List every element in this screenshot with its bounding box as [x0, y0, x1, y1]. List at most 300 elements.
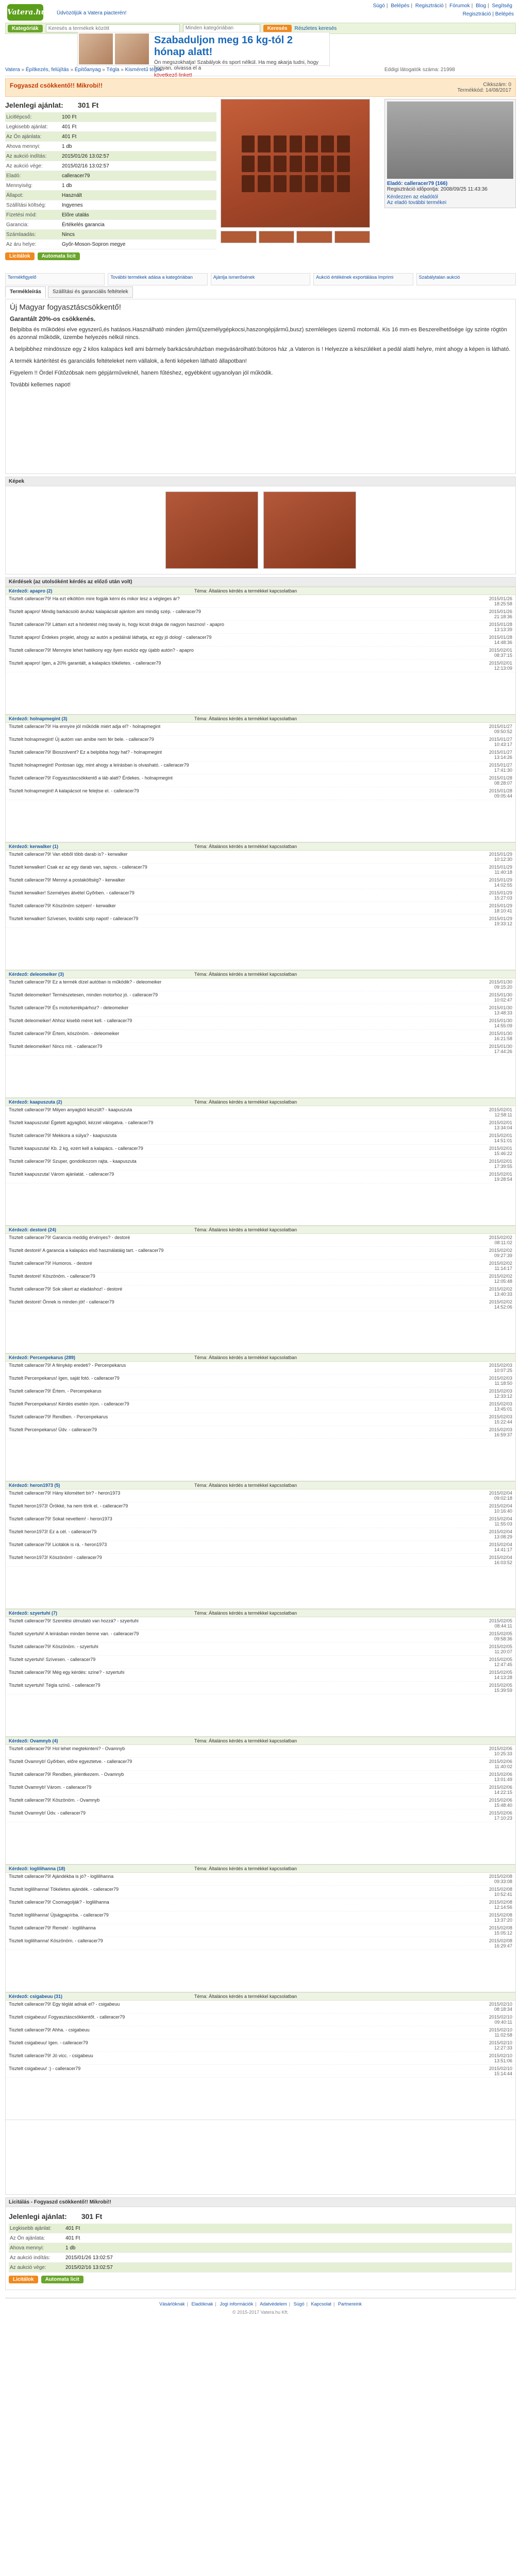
product-photo[interactable] [165, 492, 258, 569]
detail-row [9, 2243, 512, 2253]
detail-value: Értékelés garancia [62, 222, 105, 228]
message [6, 991, 515, 1004]
message-date: 2015/02/04 14:41:17 [489, 1542, 512, 1552]
message-text: Tisztelt calleracer79! Ahha. - csigabeuu [9, 2027, 90, 2032]
thread-header [6, 1992, 515, 2001]
detail-row [5, 200, 216, 210]
thumbnails [221, 231, 370, 243]
message-date: 2015/01/27 09:50:52 [489, 724, 512, 734]
question-thread [6, 1353, 515, 1481]
search-input[interactable] [46, 24, 180, 32]
action-links [5, 273, 516, 285]
message [6, 1387, 515, 1400]
asker-name[interactable]: Kérdező: kerwalker (1) [9, 844, 59, 849]
item-date: Termékkód: 14/08/2017 [457, 88, 511, 93]
top-link[interactable]: Segítség [492, 3, 512, 9]
message [6, 2001, 515, 2013]
footer: Vásárlóknak | Eladóknak | Jogi információk | Adatvédelem | Súgó | Kapcsolat | Partnereink © 2015-2017 Vatera.hu Kft. [5, 2298, 516, 2329]
message [6, 1502, 515, 1515]
message [6, 889, 515, 902]
breadcrumb-item[interactable]: Tégla [106, 67, 120, 73]
seller-name[interactable]: Eladó: calleracer79 (166) [387, 181, 448, 187]
top-link[interactable]: Blog [476, 3, 486, 9]
message-date: 2015/02/04 13:08:29 [489, 1529, 512, 1539]
message-date: 2015/01/30 09:15:20 [489, 979, 512, 990]
page-title: Fogyaszd csökkentő!! Mikrobi!! [10, 82, 103, 89]
message-text: Tisztelt loglilihanna! Köszönöm. - calleracer79 [9, 1938, 103, 1943]
thread-topic: Téma: Általános kérdés a termékkel kapcsolatban [194, 1355, 297, 1360]
price-label: Jelenlegi ajánlat: [9, 2212, 67, 2221]
detail-label: Az aukció vége: [10, 2264, 46, 2270]
detail-value: 401 Ft [65, 2235, 80, 2241]
message-text: Tisztelt calleracer79! Ez a termék dízel autóban is működik? - deleomeiker [9, 979, 162, 985]
asker-name[interactable]: Kérdező: loglilihanna (18) [9, 1866, 65, 1871]
message [6, 1899, 515, 1911]
footer-link[interactable]: Kapcsolat [311, 2301, 332, 2307]
detail-row [5, 210, 216, 220]
thread-header [6, 715, 515, 723]
message-text: Tisztelt csigabeuu! :) - calleracer79 [9, 2066, 81, 2071]
breadcrumb-item[interactable]: Vatera [5, 67, 20, 73]
message [6, 595, 515, 608]
message-text: Tisztelt calleracer79! Csomagolják? - loglilihanna [9, 1900, 109, 1905]
detail-row [5, 171, 216, 181]
autobid-button[interactable]: Automata licit [38, 252, 80, 260]
thread-topic: Téma: Általános kérdés a termékkel kapcsolatban [194, 588, 297, 594]
description-paragraph: Figyelem !! Ördel Fűtőzóbsak nem gépjárműveknél, hanem fűtéshez, egyébként ugyanolyan jól működik. [10, 370, 273, 376]
message-text: Tisztelt calleracer79! Sokat nevettem! - heron1973 [9, 1516, 112, 1521]
message-text: Tisztelt calleracer79! Ajándékba is jó? - loglilihanna [9, 1874, 114, 1879]
message-text: Tisztelt calleracer79! Ha ennyire jól működik miért adja el? - holnapmegint [9, 724, 161, 729]
thumbnail[interactable] [221, 231, 257, 243]
message [6, 1937, 515, 1950]
message-text: Tisztelt Percenpekarus! Üdv. - calleracer79 [9, 1427, 97, 1432]
action-link[interactable]: Ajánlja ismerősének [211, 273, 310, 285]
message [6, 2052, 515, 2065]
question-thread [6, 1226, 515, 1353]
detail-label: Mennyiség: [6, 182, 33, 189]
message-text: Tisztelt calleracer79! Sok sikert az eladáshoz! - destoré [9, 1286, 123, 1292]
ad-subtext: Ön megszokhatja! Szabályok és sport nélkül. Ha meg akarja tudni, hogy hogyan, olvassa el a [154, 60, 319, 71]
message [6, 1809, 515, 1822]
detail-value: 2015/01/26 13:02:57 [62, 153, 109, 159]
message-text: Tisztelt loglilihanna! Tökéletes ajándék. - calleracer79 [9, 1887, 119, 1892]
message-text: Tisztelt calleracer79! Szuper, gondolkozom rajta. - kaapuszuta [9, 1159, 137, 1164]
breadcrumb-item[interactable]: Építkezés, felújítás [25, 67, 69, 73]
question-thread [6, 970, 515, 1098]
message-date: 2015/02/08 16:29:47 [489, 1938, 512, 1948]
message-text: Tisztelt destoré! Köszönöm. - calleracer79 [9, 1274, 95, 1279]
detail-row [5, 122, 216, 132]
message-date: 2015/02/03 16:59:37 [489, 1427, 512, 1437]
message [6, 749, 515, 761]
detail-value: 100 Ft [62, 114, 77, 120]
questions-section [5, 577, 516, 2195]
message [6, 863, 515, 876]
message [6, 1043, 515, 1056]
message-date: 2015/02/05 09:58:36 [489, 1631, 512, 1641]
asker-name[interactable]: Kérdező: kaapuszuta (2) [9, 1099, 62, 1105]
message [6, 1413, 515, 1426]
message-date: 2015/02/01 17:39:55 [489, 1159, 512, 1169]
detail-value: 401 Ft [62, 133, 77, 140]
footer-link[interactable]: Jogi információk [220, 2301, 254, 2307]
message [6, 787, 515, 800]
thread-header [6, 842, 515, 851]
detail-value: calleracer79 [62, 173, 90, 179]
asker-name[interactable]: Kérdező: csigabeuu (31) [9, 1994, 63, 1999]
message-text: Tisztelt csigabeuu! Fogyasztáscsökkentőt. - calleracer79 [9, 2014, 125, 2020]
detail-label: Az Ön ajánlata: [10, 2235, 45, 2241]
message [6, 2026, 515, 2039]
message-date: 2015/01/27 17:41:30 [489, 762, 512, 773]
ad-images [78, 32, 150, 65]
thread-topic: Téma: Általános kérdés a termékkel kapcsolatban [194, 844, 297, 849]
message-date: 2015/02/10 13:51:06 [489, 2053, 512, 2063]
message-date: 2015/02/06 13:01:49 [489, 1772, 512, 1782]
message-text: Tisztelt heron1973! Köszönöm! - calleracer79 [9, 1555, 102, 1560]
message [6, 1298, 515, 1311]
message [6, 1145, 515, 1158]
message [6, 1541, 515, 1554]
message-text: Tisztelt calleracer79! Hol lehet megtekinteni? - Ovamnyb [9, 1746, 125, 1751]
message [6, 761, 515, 774]
thread-header [6, 1226, 515, 1234]
message-text: Tisztelt apapro! Érdekes projekt, ahogy az autón a pedálnál láthatja, ez egy jó dolog! - calleracer79 [9, 635, 212, 640]
thumbnail[interactable] [334, 231, 371, 243]
message-text: Tisztelt Percenpekarus! Kérdés esetén írjon. - calleracer79 [9, 1401, 129, 1406]
tab-shipping[interactable]: Szállítási és garanciális feltételek [48, 286, 133, 298]
message-text: Tisztelt calleracer79! Milyen anyagból készült? - kaapuszuta [9, 1107, 132, 1112]
detail-label: Az aukció indítás: [6, 153, 47, 159]
message [6, 1375, 515, 1387]
welcome-text [57, 10, 130, 16]
message [6, 876, 515, 889]
detail-value: 401 Ft [62, 124, 77, 130]
message-date: 2015/02/02 14:52:06 [489, 1299, 512, 1310]
message-text: Tisztelt calleracer79! Értem. - Percenpekarus [9, 1388, 102, 1394]
seller-since: Regisztráció időpontja: 2008/09/25 11:43:36 [387, 187, 488, 192]
message [6, 634, 515, 647]
description-paragraph: A belpibbhez mindössze egy 2 kilos kalapács kell ami bármely barkácsáruházban megvásárolható:bútoros ház ,a Vateron is ! Helyezze a készüléket a pedál alatti helyre, mint ahogy a képen is látható. [10, 346, 511, 352]
tab-description[interactable]: Termékleírás [5, 286, 46, 298]
detail-row [5, 151, 216, 161]
message-date: 2015/01/30 16:21:58 [489, 1031, 512, 1041]
action-link[interactable]: Aukció értékének exportálása Imprimi [313, 273, 413, 285]
detail-value: 2015/02/16 13:02:57 [62, 163, 109, 169]
message-date: 2015/01/26 18:25:58 [489, 596, 512, 606]
action-link[interactable]: Szabálytalan aukció [416, 273, 516, 285]
description-subtitle: Garantált 20%-os csökkenés. [10, 315, 96, 323]
message-date: 2015/02/10 11:02:58 [489, 2027, 512, 2038]
message [6, 1924, 515, 1937]
detail-label: Ahova mennyi: [10, 2245, 44, 2251]
message-text: Tisztelt calleracer79! Garancia meddig érvényes? - destoré [9, 1235, 130, 1240]
bid-button[interactable]: Licitálok [9, 2276, 38, 2283]
message-date: 2015/02/04 11:55:03 [489, 1516, 512, 1527]
message-date: 2015/02/01 13:34:04 [489, 1120, 512, 1130]
thumbnail[interactable] [296, 231, 332, 243]
message [6, 1617, 515, 1630]
message-date: 2015/02/02 13:40:33 [489, 1286, 512, 1297]
asker-name[interactable]: Kérdező: heron1973 (5) [9, 1483, 60, 1488]
detail-label: Legkisebb ajánlat: [10, 2225, 52, 2231]
asker-name[interactable]: Kérdező: Ovamnyb (4) [9, 1738, 58, 1743]
bid-summary-title: Licitálás - Fogyaszd csökkentő!! Mikrobi!! [6, 2198, 515, 2207]
message [6, 1426, 515, 1439]
message-date: 2015/02/03 15:22:44 [489, 1414, 512, 1425]
message-date: 2015/02/10 12:27:33 [489, 2040, 512, 2050]
message [6, 1656, 515, 1669]
ad-image [79, 33, 113, 64]
message [6, 1119, 515, 1132]
message [6, 1132, 515, 1145]
product-box [5, 99, 516, 284]
thread-topic: Téma: Általános kérdés a termékkel kapcsolatban [194, 1483, 297, 1488]
message [6, 2013, 515, 2026]
copyright: © 2015-2017 Vatera.hu Kft. [232, 2310, 289, 2315]
footer-link[interactable]: Eladóknak [191, 2301, 213, 2307]
message [6, 608, 515, 621]
message-text: Tisztelt destoré! A garancia a kalapács első használatáig tart. - calleracer79 [9, 1248, 164, 1253]
question-thread [6, 1609, 515, 1737]
footer-link[interactable]: Partnereink [338, 2301, 362, 2307]
message [6, 1489, 515, 1502]
visitor-count: Eddigi látogatók száma: 21998 [384, 67, 455, 73]
detail-label: Eladó: [6, 173, 21, 179]
bid-summary [5, 2197, 516, 2290]
bid-button[interactable]: Licitálok [5, 252, 35, 260]
message [6, 621, 515, 634]
categories-button[interactable]: Kategóriák [8, 25, 43, 32]
message-date: 2015/02/08 09:33:08 [489, 1874, 512, 1884]
message-text: Tisztelt destoré! Önnek is minden jót! - calleracer79 [9, 1299, 114, 1304]
message [6, 659, 515, 672]
message-text: Tisztelt calleracer79! Fogyasztáscsökkentő a láb alatt? Érdekes. - holnapmegint [9, 775, 173, 781]
message-date: 2015/02/01 12:58:11 [489, 1107, 512, 1117]
message-date: 2015/02/01 14:51:01 [489, 1133, 512, 1143]
message [6, 978, 515, 991]
message [6, 1004, 515, 1017]
message-date: 2015/02/04 10:16:40 [489, 1503, 512, 1514]
detail-label: Szállítási költség: [6, 202, 46, 208]
message-text: Tisztelt calleracer79! Köszönöm szépen! - kerwalker [9, 903, 116, 908]
message-text: Tisztelt loglilihanna! Újságpapírba. - calleracer79 [9, 1912, 109, 1918]
message-text: Tisztelt kerwalker! Szívesen, további szép napot! - calleracer79 [9, 916, 139, 921]
message-date: 2015/02/05 12:47:45 [489, 1657, 512, 1667]
detail-value: 1 db [62, 143, 72, 149]
question-thread [6, 1992, 515, 2120]
message [6, 851, 515, 863]
product-image[interactable] [221, 99, 370, 228]
detail-value: Használt [62, 192, 82, 198]
asker-name[interactable]: Kérdező: apapro (2) [9, 588, 53, 594]
message [6, 1515, 515, 1528]
footer-link[interactable]: Adatvédelem [260, 2301, 287, 2307]
top-link[interactable]: Regisztráció [415, 3, 444, 9]
message-text: Tisztelt calleracer79! Licitálok is rá. - heron1973 [9, 1542, 107, 1547]
logo[interactable]: Vatera.hu [7, 4, 43, 21]
thumbnail[interactable] [259, 231, 295, 243]
message-text: Tisztelt Ovamnyb! Üdv. - calleracer79 [9, 1810, 86, 1816]
message-date: 2015/02/08 12:14:56 [489, 1900, 512, 1910]
message-date: 2015/02/02 12:05:48 [489, 1274, 512, 1284]
question-thread [6, 1865, 515, 1992]
message-text: Tisztelt heron1973! Ez a cél. - calleracer79 [9, 1529, 97, 1534]
pictures-header: Képek [6, 477, 515, 486]
message-date: 2015/01/30 17:44:26 [489, 1044, 512, 1054]
breadcrumb-item[interactable]: Építőanyag [74, 67, 101, 73]
thread-topic: Téma: Általános kérdés a termékkel kapcsolatban [194, 1611, 297, 1616]
message-date: 2015/02/08 10:52:41 [489, 1887, 512, 1897]
action-link[interactable]: További termékek adása a kategóriában [108, 273, 207, 285]
ad-headline: Szabaduljon meg 16 kg-tól 2 hónap alatt! [154, 35, 293, 58]
message-date: 2015/01/28 09:05:44 [489, 788, 512, 799]
message-date: 2015/02/04 16:03:52 [489, 1555, 512, 1565]
message-date: 2015/02/05 15:39:59 [489, 1683, 512, 1693]
top-link[interactable]: Súgó [373, 3, 385, 9]
action-link[interactable]: Termékfigyelő [5, 273, 105, 285]
message [6, 647, 515, 659]
asker-name[interactable]: Kérdező: Percenpekarus (289) [9, 1355, 76, 1360]
message-text: Tisztelt kerwalker! Csak ez az egy darab van, sajnos. - calleracer79 [9, 865, 147, 870]
message [6, 1797, 515, 1809]
message-date: 2015/02/05 08:44:11 [489, 1618, 512, 1629]
message [6, 1260, 515, 1273]
ad-link[interactable]: következő linket! [154, 73, 192, 78]
product-details [5, 99, 216, 260]
detail-value: Előre utalás [62, 212, 89, 218]
message-text: Tisztelt deleomeiker! Ahhoz kisebb méret kell. - calleracer79 [9, 1018, 132, 1023]
message-text: Tisztelt calleracer79! Ha ezt elköltöm mire fogják kérni és mikor lesz a végleges ár? [9, 596, 180, 601]
product-photo[interactable] [263, 492, 356, 569]
message-date: 2015/01/29 10:12:30 [489, 852, 512, 862]
detail-value: Nincs [62, 231, 75, 238]
seller-items-link[interactable]: Az eladó további termékei [387, 200, 447, 206]
price-value: 301 Ft [77, 101, 99, 109]
message-text: Tisztelt calleracer79! Van ebből több darab is? - kerwalker [9, 852, 128, 857]
ad-image [115, 33, 149, 64]
thread-topic: Téma: Általános kérdés a termékkel kapcsolatban [194, 1227, 297, 1232]
ask-seller-link[interactable]: Kérdezzen az eladótól [387, 194, 438, 200]
message-text: Tisztelt deleomeiker! Nincs mit. - calleracer79 [9, 1044, 103, 1049]
message-date: 2015/02/02 08:11:02 [489, 1235, 512, 1245]
message-text: Tisztelt calleracer79! Rendben, jelentkezem. - Ovamnyb [9, 1772, 124, 1777]
detail-row [5, 181, 216, 191]
message-date: 2015/02/03 10:07:25 [489, 1363, 512, 1373]
message [6, 1158, 515, 1171]
detail-row [5, 142, 216, 151]
asker-name[interactable]: Kérdező: deleomeiker (3) [9, 972, 64, 977]
detail-row [9, 2224, 512, 2233]
detail-label: Az áru helye: [6, 241, 37, 247]
message-date: 2015/02/10 08:18:34 [489, 2002, 512, 2012]
detail-row [5, 240, 216, 249]
detail-label: Az aukció vége: [6, 163, 43, 169]
item-id: Cikkszám: 0 [483, 82, 511, 88]
message-text: Tisztelt deleomeiker! Természetesen, minden motorhoz jó. - calleracer79 [9, 992, 158, 997]
detail-row [9, 2253, 512, 2263]
detail-value: Ingyenes [62, 202, 83, 208]
message-text: Tisztelt szyertuhi! A leírásban minden benne van. - calleracer79 [9, 1631, 139, 1636]
message [6, 1400, 515, 1413]
message-date: 2015/01/29 14:02:55 [489, 877, 512, 888]
search-button[interactable]: Keresés [263, 25, 292, 32]
message [6, 1234, 515, 1247]
top-link[interactable]: Fórumok [449, 3, 470, 9]
top-link[interactable]: Belépés [391, 3, 410, 9]
message-text: Tisztelt calleracer79! Láttam ezt a hirdetést még tavaly is, hogy kicsit drága de nagyon hasznos! - apapro [9, 622, 224, 627]
footer-link[interactable]: Vásárlóknak [159, 2301, 185, 2307]
thread-topic: Téma: Általános kérdés a termékkel kapcsolatban [194, 1866, 297, 1871]
autobid-button[interactable]: Automata licit [41, 2276, 83, 2283]
message-text: Tisztelt kaapuszuta! Várom ajánlatát. - calleracer79 [9, 1172, 114, 1177]
message-date: 2015/02/05 11:20:07 [489, 1644, 512, 1654]
message [6, 1247, 515, 1260]
message-date: 2015/01/29 18:10:41 [489, 903, 512, 913]
message-text: Tisztelt calleracer79! Köszönöm. - szyertuhi [9, 1644, 98, 1649]
user-box[interactable]: Regisztráció | Belépés [462, 11, 514, 17]
message-text: Tisztelt holnapmegint! Pontosan úgy, mint ahogy a leírásban is olvasható. - calleracer79 [9, 762, 189, 768]
question-thread [6, 1737, 515, 1865]
message [6, 1554, 515, 1567]
price-label: Jelenlegi ajánlat: [5, 101, 63, 109]
question-thread [6, 715, 515, 842]
message-text: Tisztelt Ovamnyb! Győrben, előre egyeztetve. - calleracer79 [9, 1759, 132, 1764]
breadcrumb-item[interactable]: Kisméretű tégla [125, 67, 161, 73]
message-text: Tisztelt csigabeuu! Igen. - calleracer79 [9, 2040, 88, 2045]
asker-name[interactable]: Kérdező: destoré (24) [9, 1227, 57, 1232]
message [6, 1745, 515, 1758]
message-text: Tisztelt szyertuhi! Tégla színű. - calleracer79 [9, 1683, 100, 1688]
message-date: 2015/01/29 19:33:12 [489, 916, 512, 926]
detail-row [5, 112, 216, 122]
detail-row [5, 132, 216, 142]
message [6, 1630, 515, 1643]
search-scope-select[interactable]: Minden kategóriában [183, 24, 260, 32]
asker-name[interactable]: Kérdező: holnapmegint (3) [9, 716, 68, 721]
price-value: 301 Ft [81, 2212, 103, 2221]
message-text: Tisztelt kaapuszuta! Égetett agyagból, kézzel válogatva. - calleracer79 [9, 1120, 154, 1125]
advanced-search-link[interactable]: Részletes keresés [294, 25, 337, 31]
thread-topic: Téma: Általános kérdés a termékkel kapcsolatban [194, 972, 297, 977]
message [6, 902, 515, 915]
message [6, 1285, 515, 1298]
message-date: 2015/01/26 21:18:36 [489, 609, 512, 619]
ad-image[interactable] [387, 101, 513, 179]
message-date: 2015/02/06 15:48:40 [489, 1798, 512, 1808]
message-date: 2015/01/29 11:40:18 [489, 865, 512, 875]
asker-name[interactable]: Kérdező: szyertuhi (7) [9, 1611, 58, 1616]
message-date: 2015/02/10 15:14:44 [489, 2066, 512, 2076]
tab-bar [5, 286, 516, 298]
message [6, 2065, 515, 2078]
footer-link[interactable]: Súgó [293, 2301, 305, 2307]
message-text: Tisztelt calleracer79! Mennyi a postaköltség? - kerwalker [9, 877, 125, 883]
thread-topic: Téma: Általános kérdés a termékkel kapcsolatban [194, 716, 297, 721]
message-text: Tisztelt calleracer79! És motorkerékpárhoz? - deleomeiker [9, 1005, 129, 1010]
message-text: Tisztelt calleracer79! Még egy kérdés: színe? - szyertuhi [9, 1670, 125, 1675]
detail-value: Győr-Moson-Sopron megye [62, 241, 126, 247]
welcome-label: Üdvözöljük a Vatera piacterén! [57, 10, 127, 16]
message-text: Tisztelt kerwalker! Személyes átvétel Győrben. - calleracer79 [9, 890, 135, 895]
message-text: Tisztelt calleracer79! Bioszolvent? Ez a belpibba hogy hat? - holnapmegint [9, 750, 162, 755]
message-text: Tisztelt apapro! Mindig barkácsoló áruház kalapácsát ajánlom ami mindig szép. - calleracer79 [9, 609, 201, 614]
message-date: 2015/02/02 09:27:39 [489, 1248, 512, 1258]
message-date: 2015/02/03 11:18:50 [489, 1376, 512, 1386]
message-date: 2015/02/01 15:46:22 [489, 1146, 512, 1156]
message-text: Tisztelt Ovamnyb! Várom. - calleracer79 [9, 1785, 92, 1790]
